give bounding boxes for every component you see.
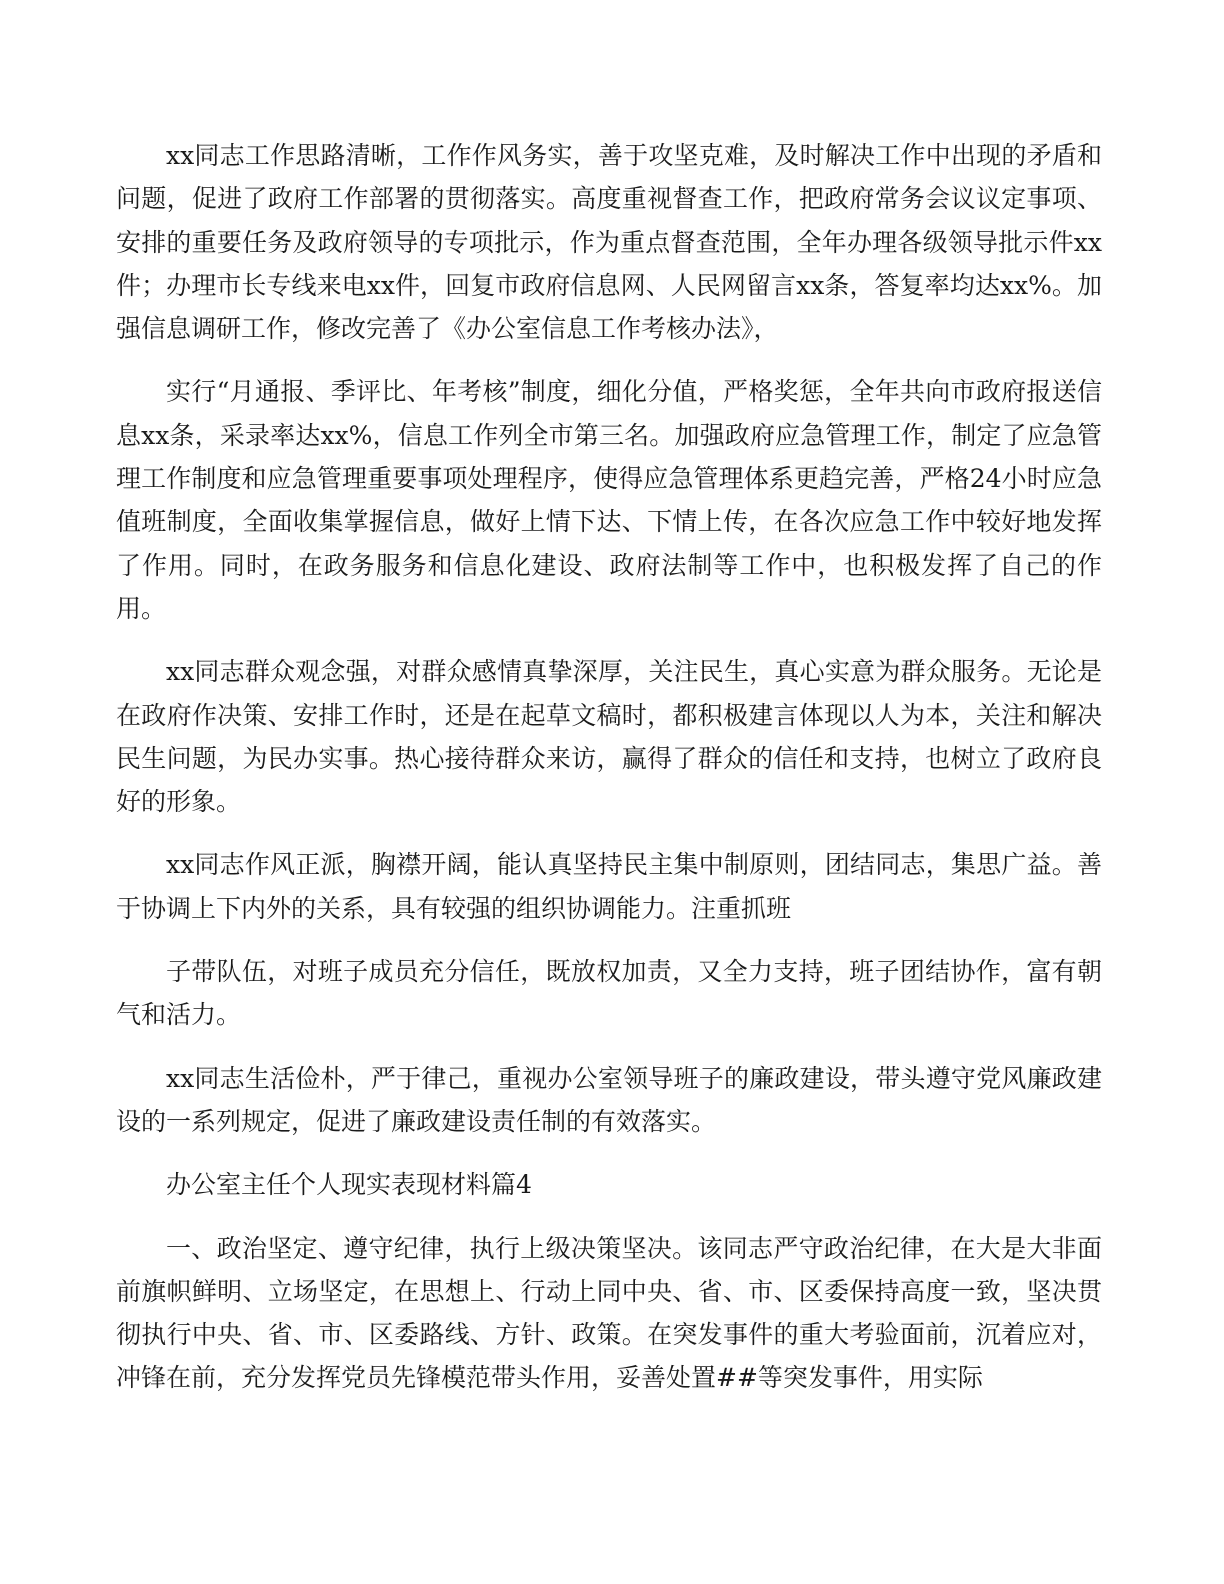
paragraph-team-leadership: 子带队伍，对班子成员充分信任，既放权加责，又全力支持，班子团结协作，富有朝气和活力。 (116, 957, 1102, 1030)
document-body (116, 134, 1102, 1400)
paragraph-work-approach: xx同志工作思路清晰，工作作风务实，善于攻坚克难，及时解决工作中出现的矛盾和问题，促进了政府工作部署的贯彻落实。高度重视督查工作，把政府常务会议议定事项、安排的重要任务及政府领导的专项批示，作为重点督查范围，全年办理各级领导批示件xx件；办理市长专线来电xx件，回复市政府信息网、人民网留言xx条，答复率均达xx%。加强信息调研工作，修改完善了《办公室信息工作考核办法》， (116, 141, 1102, 344)
paragraph-information-system: 实行“月通报、季评比、年考核”制度，细化分值，严格奖惩，全年共向市政府报送信息xx条，采录率达xx%，信息工作列全市第三名。加强政府应急管理工作，制定了应急管理工作制度和应急管理重要事项处理程序，使得应急管理体系更趋完善，严格24小时应急值班制度，全面收集掌握信息，做好上情下达、下情上传，在各次应急工作中较好地发挥了作用。同时，在政务服务和信息化建设、政府法制等工作中，也积极发挥了自己的作用。 (116, 377, 1102, 623)
paragraph-work-style: xx同志作风正派，胸襟开阔，能认真坚持民主集中制原则，团结同志，集思广益。善于协调上下内外的关系，具有较强的组织协调能力。注重抓班 (116, 850, 1102, 923)
paragraph-integrity: xx同志生活俭朴，严于律己，重视办公室领导班子的廉政建设，带头遵守党风廉政建设的一系列规定，促进了廉政建设责任制的有效落实。 (116, 1063, 1102, 1136)
paragraph-public-service: xx同志群众观念强，对群众感情真挚深厚，关注民生，真心实意为群众服务。无论是在政府作决策、安排工作时，还是在起草文稿时，都积极建言体现以人为本，关注和解决民生问题，为民办实事。热心接待群众来访，赢得了群众的信任和支持，也树立了政府良好的形象。 (116, 657, 1102, 817)
section-heading: 办公室主任个人现实表现材料篇4 (166, 1170, 532, 1200)
paragraph-political-stance: 一、政治坚定、遵守纪律，执行上级决策坚决。该同志严守政治纪律，在大是大非面前旗帜鲜明、立场坚定，在思想上、行动上同中央、省、市、区委保持高度一致，坚决贯彻执行中央、省、市、区委路线、方针、政策。在突发事件的重大考验面前，沉着应对，冲锋在前，充分发挥党员先锋模范带头作用，妥善处置##等突发事件，用实际 (116, 1233, 1102, 1393)
